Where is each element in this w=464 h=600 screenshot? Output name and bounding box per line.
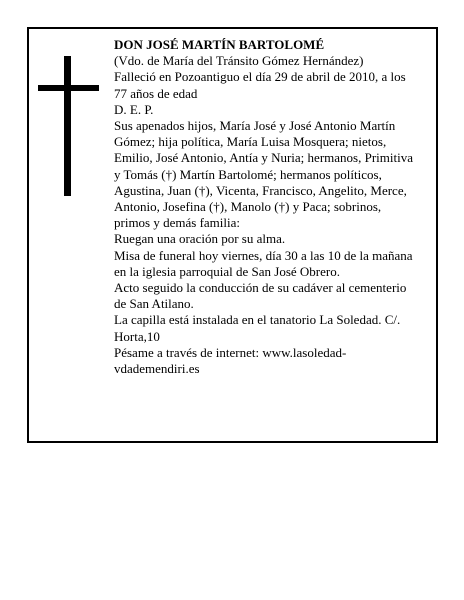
prayer-request: Ruegan una oración por su alma. [114, 231, 286, 247]
deceased-name: DON JOSÉ MARTÍN BARTOLOMÉ [114, 37, 325, 52]
funeral-mass-info: Misa de funeral hoy viernes, día 30 a las 10 de la mañana en la iglesia parroquial de San José Obrero. [114, 247, 413, 279]
chapel-info: La capilla está instalada en el tanatorio La Soledad. C/. Horta,10 [114, 312, 401, 344]
widower-of-line: (Vdo. de María del Tránsito Gómez Hernández) [114, 53, 364, 69]
death-statement: Falleció en Pozoantiguo el día 29 de abril de 2010, a los 77 años de edad [114, 69, 406, 101]
obituary-text [114, 37, 420, 377]
family-paragraph: Sus apenados hijos, María José y José Antonio Martín Gómez; hija política, María Luisa Mosquera; nietos, Emilio, José Antonio, Antía y Nuria; hermanos, Primitiva y Tomás (†) Martín Bartolomé; hermanos políticos, Agustina, Juan (†), Vicenta, Francisco, Angelito, Merce, Antonio, Josefina (†), Manolo (†) y Paca; sobrinos, primos y demás familia: [114, 118, 413, 231]
rest-in-peace: D. E. P. [114, 101, 154, 117]
burial-info: Acto seguido la conducción de su cadáver al cementerio de San Atilano. [114, 280, 407, 312]
cross-vertical-bar [64, 56, 71, 196]
condolences-info: Pésame a través de internet: www.lasoledad-vdademendiri.es [114, 344, 347, 377]
cross-horizontal-bar [38, 85, 99, 91]
latin-cross-icon [38, 56, 99, 196]
